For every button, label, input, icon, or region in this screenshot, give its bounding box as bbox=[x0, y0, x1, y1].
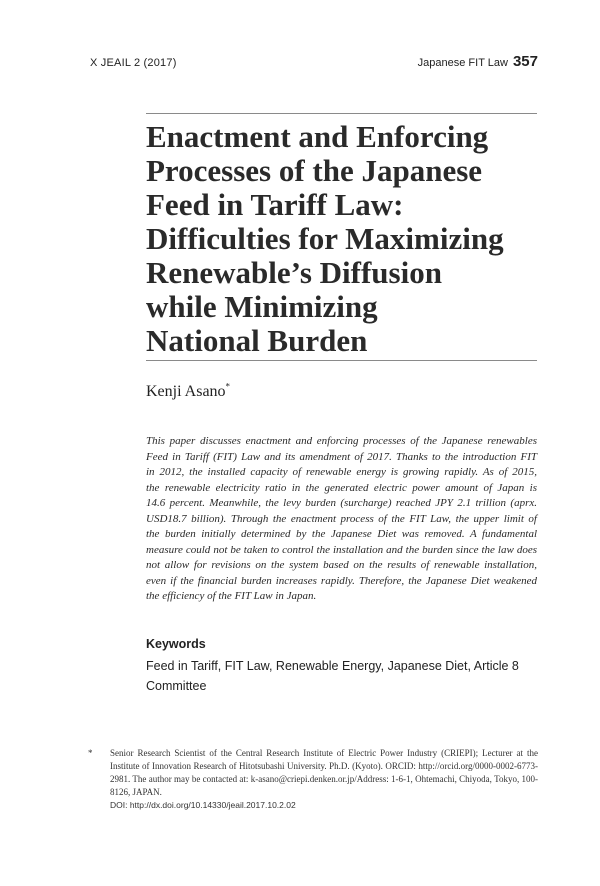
abstract-line: the efficiency of the FIT Law in Japan. bbox=[146, 590, 317, 602]
doi: DOI: http://dx.doi.org/10.14330/jeail.2017.10.2.02 bbox=[110, 800, 296, 810]
title-line: Renewable’s Diffusion bbox=[146, 255, 442, 290]
abstract-line: 14.6 percent. Meanwhile, the levy burden (surcharge) reached JPY 2.1 trillion (aprx. bbox=[146, 497, 537, 509]
abstract-line: the burden initially determined by the Japanese Diet was removed. A fundamental bbox=[146, 528, 537, 540]
running-header-left: X JEAIL 2 (2017) bbox=[90, 57, 177, 69]
title-line: Difficulties for Maximizing bbox=[146, 221, 504, 256]
title-line: Feed in Tariff Law: bbox=[146, 187, 404, 222]
footnote-line: Senior Research Scientist of the Central Research Institute of Electric Power Industry (CRIEPI); Lecturer at the bbox=[110, 748, 538, 758]
abstract-line: in 2012, the installed capacity of renewable energy is growing rapidly. As of 2015, bbox=[146, 466, 537, 478]
abstract-line: not allow for revisions on the system based on the results of renewable installation, bbox=[146, 559, 537, 571]
running-title: Japanese FIT Law bbox=[417, 57, 508, 69]
title-bottom-rule bbox=[146, 360, 537, 361]
author-footnote-mark: * bbox=[225, 381, 231, 392]
footnote-line: 8126, JAPAN. bbox=[110, 787, 162, 797]
title-top-rule bbox=[146, 113, 537, 114]
abstract-line: even if the financial burden increases rapidly. Therefore, the Japanese Diet weakened bbox=[146, 574, 537, 587]
running-header-right bbox=[418, 53, 538, 70]
footnote bbox=[88, 747, 538, 799]
title-line: Processes of the Japanese bbox=[146, 153, 483, 188]
title-line: Enactment and Enforcing bbox=[146, 119, 489, 154]
abstract-line: measure could not be taken to control the installation and the burden since the law does bbox=[146, 543, 537, 556]
title-line: National Burden bbox=[146, 323, 368, 358]
abstract-line: Feed in Tariff (FIT) Law and its amendment of 2017. Thanks to the introduction FIT bbox=[146, 450, 537, 463]
footnote-line: 2981. The author may be contacted at: k-asano@criepi.denken.or.jp/Address: 1-6-1, Ohtemachi, Chiyoda, Tokyo, 100- bbox=[110, 774, 538, 784]
title-line: while Minimizing bbox=[146, 289, 378, 324]
abstract-line: the renewable electricity ratio in the generated electric power amount of Japan is bbox=[146, 481, 537, 494]
footnote-line: Institute of Innovation Research of Hitotsubashi University. Ph.D. (Kyoto). ORCID: http://orcid.org/0000-0002-6773- bbox=[110, 761, 538, 771]
abstract-line: USD18.7 billion). Through the enactment process of the FIT Law, the upper limit of bbox=[146, 512, 537, 525]
abstract-line: This paper discusses enactment and enforcing processes of the Japanese renewables bbox=[146, 435, 537, 447]
author bbox=[146, 383, 230, 401]
page-number: 357 bbox=[512, 53, 538, 70]
keywords-text: Feed in Tariff, FIT Law, Renewable Energy, Japanese Diet, Article 8 Committee bbox=[146, 659, 519, 693]
article-title bbox=[146, 120, 566, 358]
footnote-mark: * bbox=[88, 748, 93, 758]
author-name: Kenji Asano bbox=[146, 383, 226, 400]
abstract bbox=[146, 434, 537, 605]
keywords-heading: Keywords bbox=[146, 637, 206, 651]
